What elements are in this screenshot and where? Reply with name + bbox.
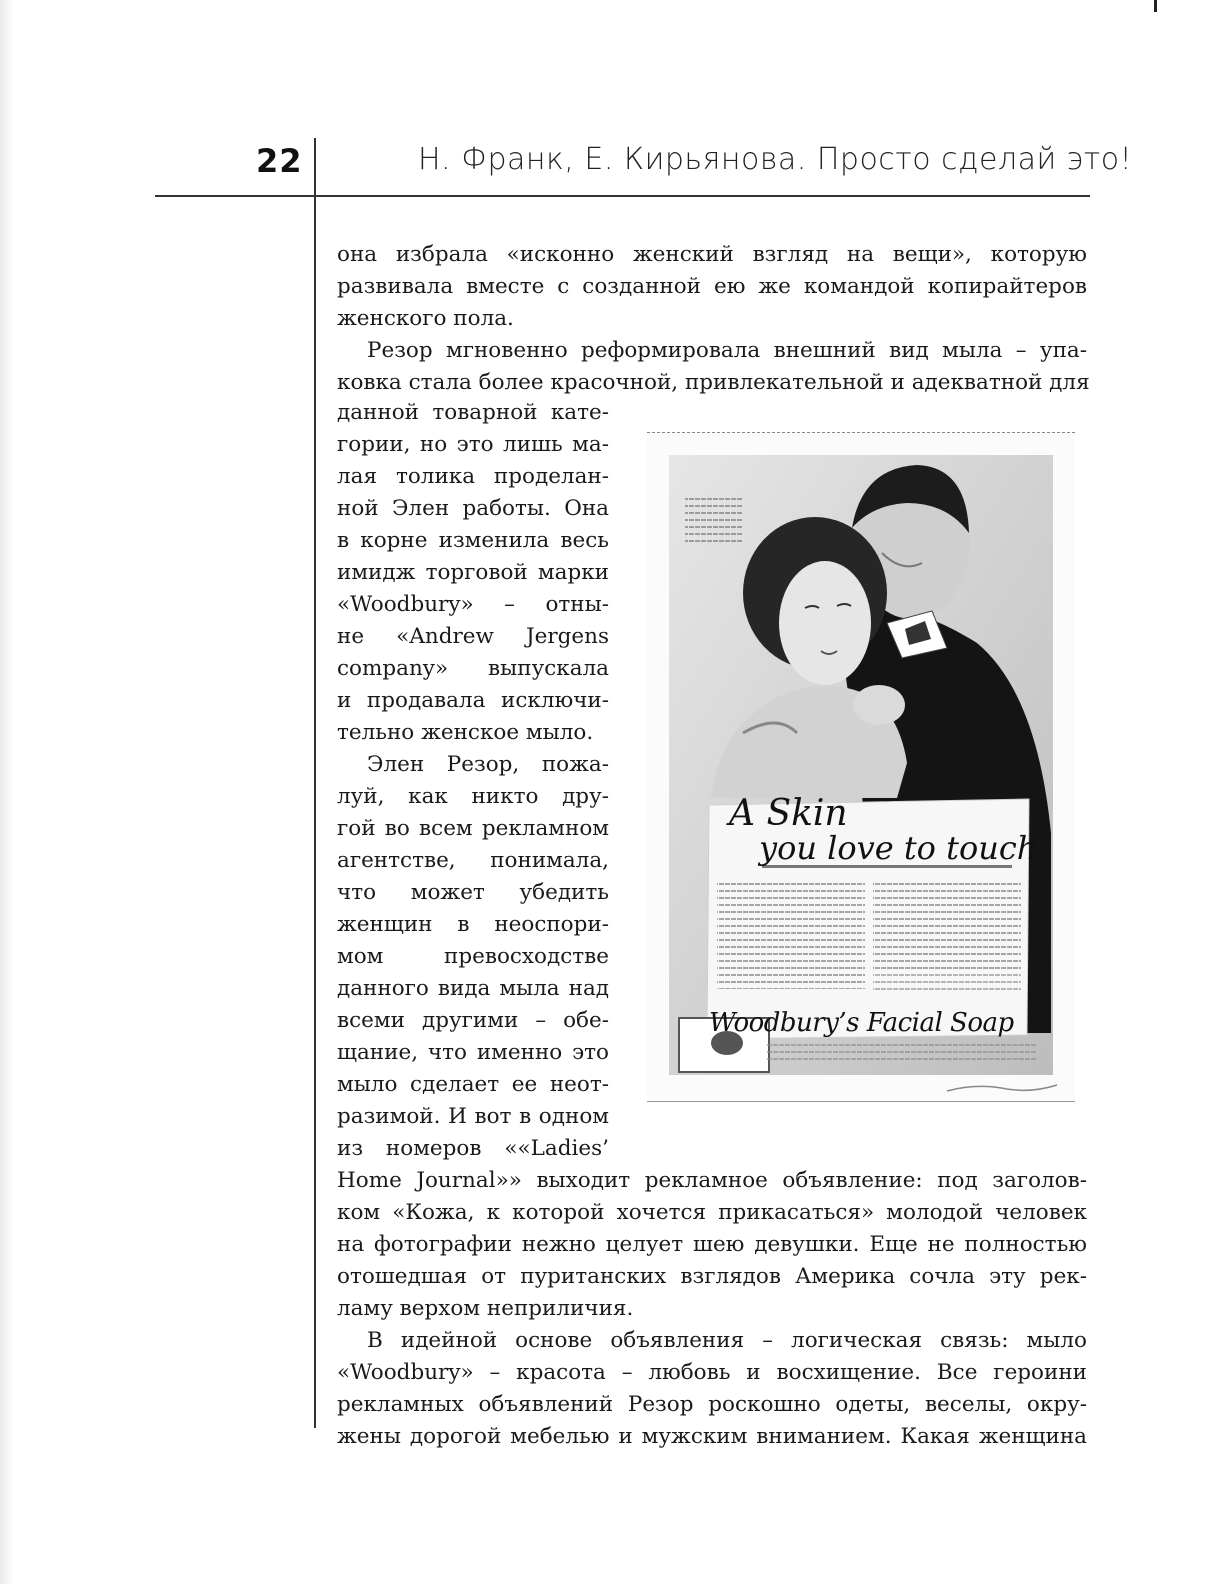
advertisement-illustration — [647, 433, 1075, 1101]
text-line: ной Элен работы. Она — [337, 496, 609, 521]
text-line: агентстве, понимала, — [337, 848, 609, 873]
text-line: из номеров ««Ladies’ — [337, 1136, 609, 1161]
text-line: щание, что именно это — [337, 1040, 609, 1065]
text-line: луй, как никто дру- — [337, 784, 609, 809]
running-title: Н. Франк, Е. Кирьянова. Просто сделай это! — [418, 142, 1133, 177]
text-line: отошедшая от пуританских взглядов Америка сочла эту рек- — [337, 1264, 1087, 1289]
text-line: гой во всем рекламном — [337, 816, 609, 841]
text-line: и продавала исключи- — [337, 688, 609, 713]
text-line: мом превосходстве — [337, 944, 609, 969]
text-line: не «Andrew Jergens — [337, 624, 609, 649]
text-line: имидж торговой марки — [337, 560, 609, 585]
ad-headline-line1: A Skin — [729, 793, 848, 834]
text-line: она избрала «исконно женский взгляд на вещи», которую — [337, 242, 1087, 267]
header-vertical-rule — [314, 138, 316, 1428]
woodbury-advertisement — [647, 432, 1075, 1102]
text-line: Home Journal»» выходит рекламное объявление: под заголов- — [337, 1168, 1087, 1193]
text-line: ламу верхом неприличия. — [337, 1296, 634, 1321]
scan-edge-shadow — [0, 0, 14, 1584]
text-line: разимой. И вот в одном — [337, 1104, 609, 1129]
text-line: гории, но это лишь ма- — [337, 432, 609, 457]
text-line: жены дорогой мебелью и мужским вниманием. Какая женщина — [337, 1424, 1087, 1449]
text-line: в корне изменила весь — [337, 528, 609, 553]
text-line: «Woodbury» – отны- — [337, 592, 609, 617]
text-line: данного вида мыла над — [337, 976, 609, 1001]
text-line: развивала вместе с созданной ею же командой копирайтеров — [337, 274, 1087, 299]
text-line: данной товарной кате- — [337, 400, 609, 425]
ad-headline-line2: you love to touch — [759, 829, 1038, 867]
text-line: тельно женское мыло. — [337, 720, 594, 745]
text-line: женского пола. — [337, 306, 514, 331]
text-line: Элен Резор, пожа- — [367, 752, 609, 777]
text-line: что может убедить — [337, 880, 609, 905]
text-line: В идейной основе объявления – логическая связь: мыло — [367, 1328, 1087, 1353]
text-line: женщин в неоспори- — [337, 912, 609, 937]
text-line: ком «Кожа, к которой хочется прикасаться» молодой человек — [337, 1200, 1087, 1225]
text-line: на фотографии нежно целует шею девушки. Еще не полностью — [337, 1232, 1087, 1257]
text-line: Резор мгновенно реформировала внешний вид мыла – упа- — [367, 338, 1087, 363]
text-line: лая толика проделан- — [337, 464, 609, 489]
text-line: мыло сделает ее неот- — [337, 1072, 609, 1097]
text-line: рекламных объявлений Резор роскошно одеты, веселы, окру- — [337, 1392, 1087, 1417]
text-line: ковка стала более красочной, привлекательной и адекватной для — [337, 370, 1090, 395]
text-line: всеми другими – обе- — [337, 1008, 609, 1033]
text-line: «Woodbury» – красота – любовь и восхищение. Все героини — [337, 1360, 1087, 1385]
header-horizontal-rule — [155, 195, 1090, 197]
ad-product-name: Woodbury’s Facial Soap — [709, 1008, 1014, 1038]
page-number: 22 — [256, 142, 303, 180]
scan-corner-mark — [1154, 0, 1157, 12]
text-line: company» выпускала — [337, 656, 609, 681]
